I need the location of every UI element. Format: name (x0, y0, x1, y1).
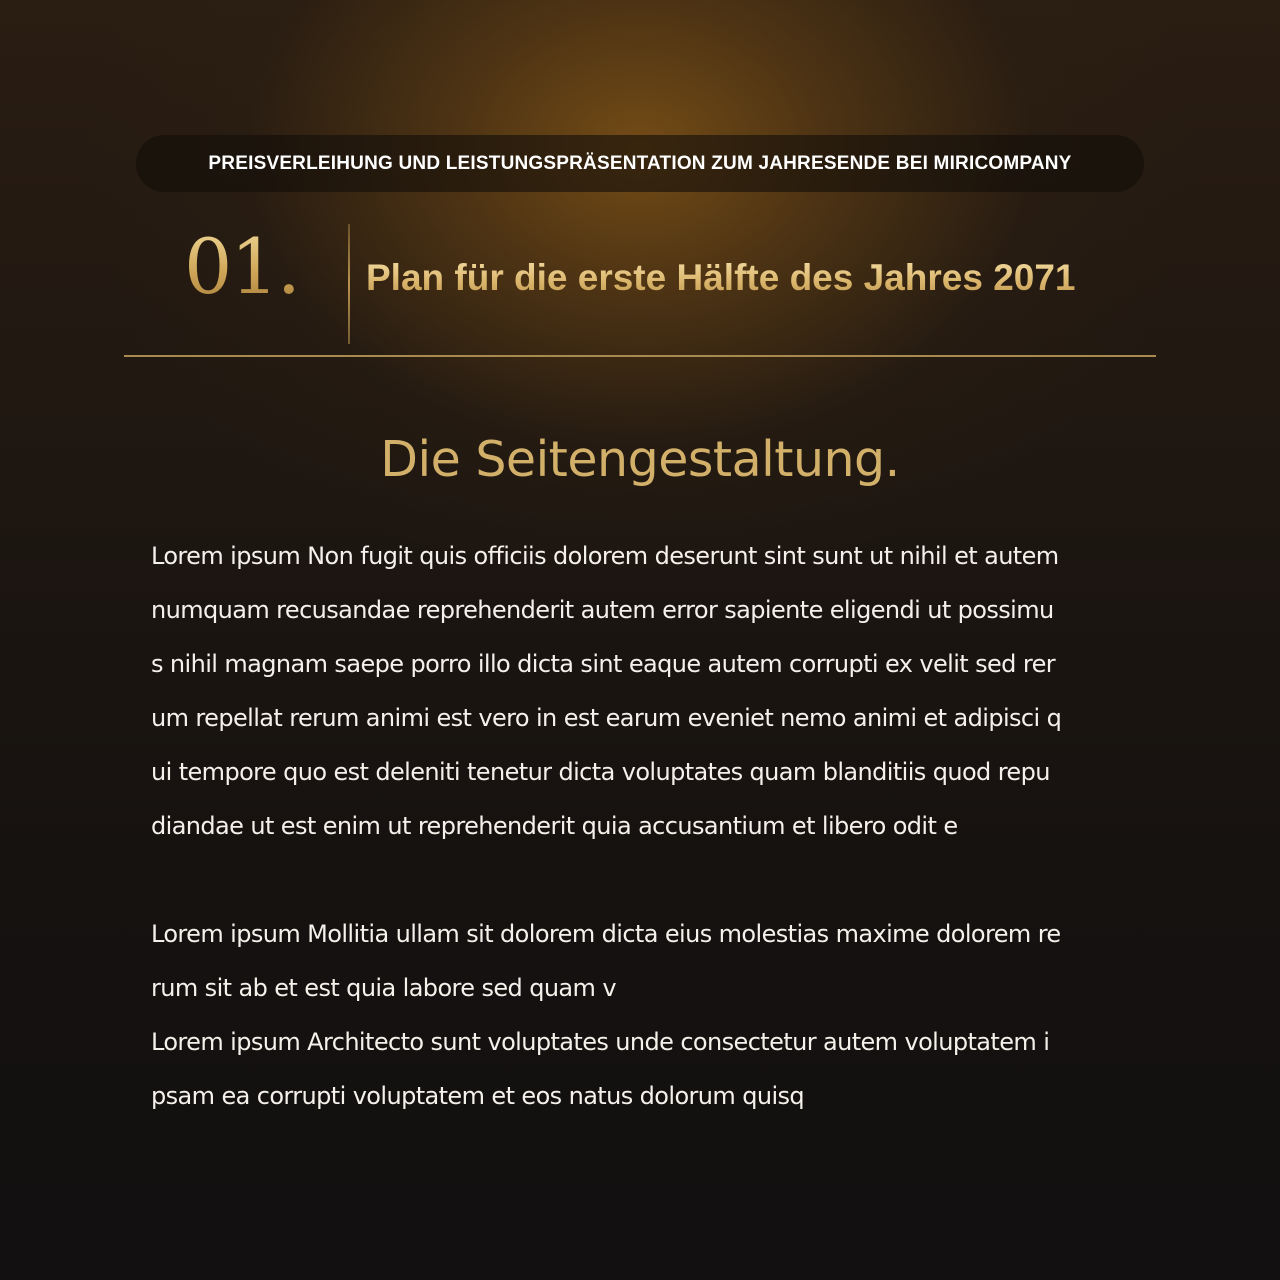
paragraph-2-line: psam ea corrupti voluptatem et eos natus dolorum quisq (151, 1082, 805, 1110)
paragraph-2-line: rum sit ab et est quia labore sed quam v (151, 974, 616, 1002)
horizontal-divider (124, 355, 1156, 357)
paragraph-1-line: s nihil magnam saepe porro illo dicta sint eaque autem corrupti ex velit sed rer (151, 650, 1056, 678)
event-banner (136, 135, 1144, 192)
content-heading: Die Seitengestaltung. (380, 431, 900, 488)
section-title: Plan für die erste Hälfte des Jahres 2071 (366, 252, 1146, 304)
paragraph-2-line: Lorem ipsum Architecto sunt voluptates unde consectetur autem voluptatem i (151, 1028, 1050, 1056)
paragraph-spacer (151, 853, 1151, 907)
paragraph-1-line: diandae ut est enim ut reprehenderit quia accusantium et libero odit e (151, 812, 958, 840)
content-body (151, 529, 1151, 1123)
paragraph-1-line: ui tempore quo est deleniti tenetur dicta voluptates quam blanditiis quod repu (151, 758, 1050, 786)
event-banner-text: PREISVERLEIHUNG UND LEISTUNGSPRÄSENTATION ZUM JAHRESENDE BEI MIRICOMPANY (208, 152, 1072, 174)
paragraph-1-line: numquam recusandae reprehenderit autem error sapiente eligendi ut possimu (151, 596, 1054, 624)
paragraph-2-line: Lorem ipsum Mollitia ullam sit dolorem dicta eius molestias maxime dolorem re (151, 920, 1061, 948)
paragraph-1-line: Lorem ipsum Non fugit quis officiis dolorem deserunt sint sunt ut nihil et autem (151, 542, 1059, 570)
vertical-divider (348, 224, 350, 344)
paragraph-1-line: um repellat rerum animi est vero in est earum eveniet nemo animi et adipisci q (151, 704, 1062, 732)
section-number: 01. (184, 222, 324, 312)
